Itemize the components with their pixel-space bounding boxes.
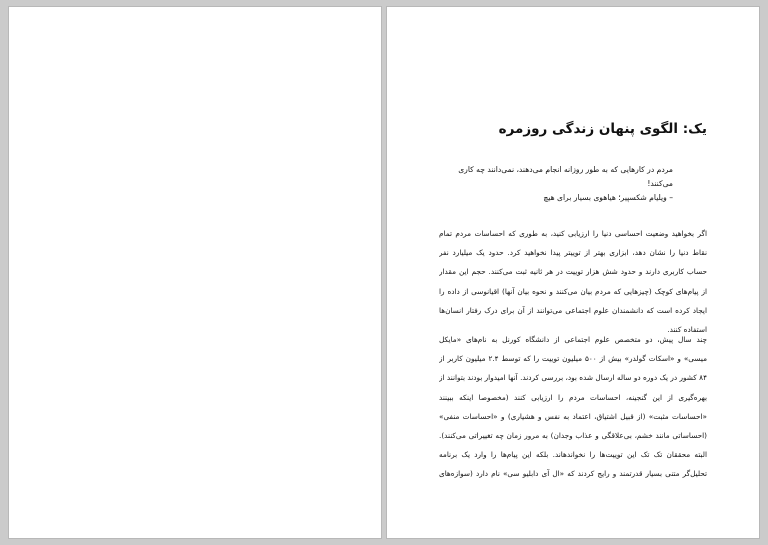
- paragraph-line: چند سال پیش، دو متخصص علوم اجتماعی از دانشگاه کورنل به نام‌های «مایکل: [439, 335, 707, 344]
- epigraph: [458, 163, 673, 205]
- epigraph-line: می‌کنند!: [647, 179, 673, 188]
- paragraph-line: تحلیل‌گر متنی بسیار قدرتمند و رایج کردند که «ال آی دابلیو سی» نام دارد (سوازه‌های: [439, 469, 707, 479]
- paragraph-1: [439, 224, 707, 339]
- paragraph-line: «احساسات مثبت» (از قبیل اشتیاق، اعتماد به نفس و هشیاری) و «احساسات منفی»: [439, 411, 707, 421]
- paragraph-line: ایجاد کرده است که دانشمندان علوم اجتماعی می‌توانند از آن برای درک رفتار انسان‌ها: [439, 305, 707, 315]
- paragraph-line: بهره‌گیری از این گنجینه، احساسات مردم را ارزیابی کنند (مخصوصا اینکه ببینند: [439, 392, 707, 402]
- paragraph-line: البته محققان تک تک این توییت‌ها را نخواندهاند. بلکه این پیام‌ها را وارد یک برنامه: [439, 450, 707, 460]
- paragraph-line: حساب کاربری دارند و حدود شش هزار توییت در هر ثانیه ثبت می‌کنند. حجم این مقدار: [439, 267, 707, 277]
- paragraph-line: (احساساتی مانند خشم، بی‌علاقگی و عذاب وجدان) به مرور زمان چه تغییراتی می‌کنند).: [439, 430, 707, 440]
- paragraph-line: نقاط دنیا را نشان دهد، ابزاری بهتر از توییتر پیدا نخواهید کرد. حدود یک میلیارد نفر: [439, 248, 707, 258]
- paragraph-line: استفاده کنند.: [667, 324, 707, 334]
- epigraph-attribution: – ویلیام شکسپیر؛ هیاهوی بسیار برای هیچ: [543, 193, 673, 202]
- paragraph-line: از پیام‌های کوچک (چیزهایی که مردم بیان می‌کنند و نحوه بیان آنها) اقیانوسی از داده را: [439, 286, 707, 296]
- epigraph-line: مردم در کارهایی که به طور روزانه انجام می‌دهند، نمی‌دانند چه کاری: [458, 165, 673, 174]
- paragraph-line: میسی» و «اسکات گولدر» بیش از ۵۰۰ میلیون توییت را که توسط ۲.۴ میلیون کاربر از: [439, 354, 707, 364]
- paragraph-2: [439, 330, 707, 484]
- page-left-blank: [8, 6, 382, 539]
- chapter-title: یک: الگوی پنهان زندگی روزمره: [498, 121, 707, 137]
- paragraph-line: ۸۴ کشور در یک دوره دو ساله ارسال شده بود، بررسی کردند. آنها امیدوار بودند بتوانند از: [439, 373, 707, 383]
- paragraph-line: اگر بخواهید وضعیت احساسی دنیا را ارزیابی کنید، به طوری که احساسات مردم تمام: [439, 229, 707, 238]
- page-right: [386, 6, 760, 539]
